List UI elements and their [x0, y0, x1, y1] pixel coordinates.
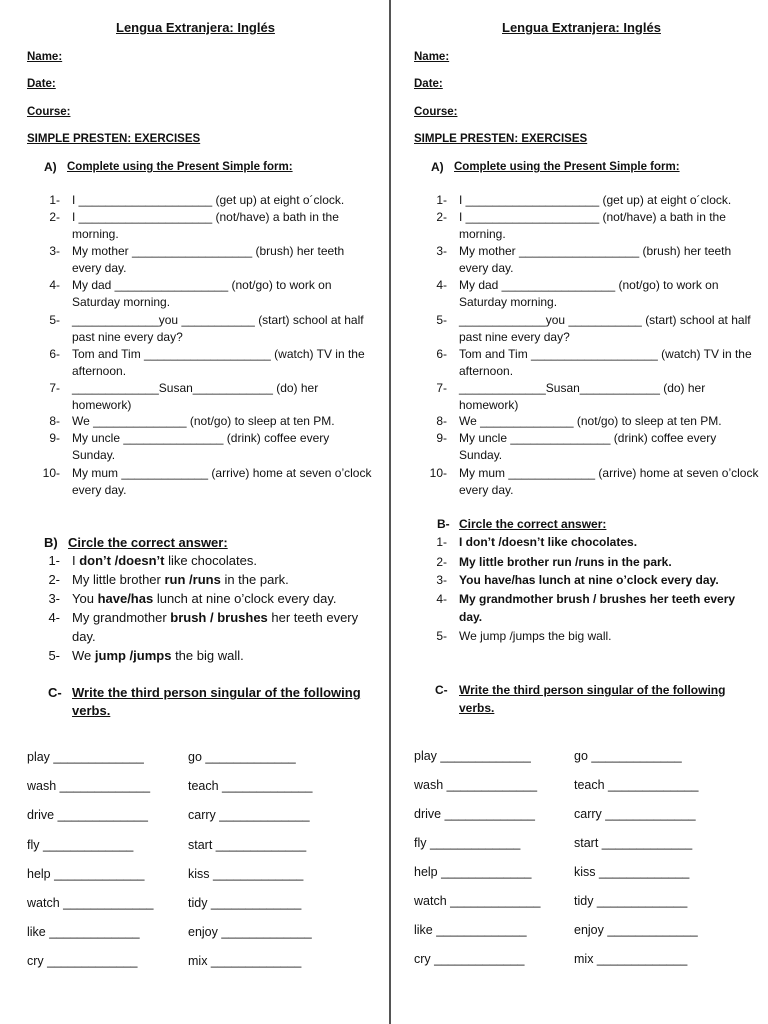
answer-text: I	[72, 553, 80, 568]
subject-heading: SIMPLE PRESTEN: EXERCISES	[414, 133, 588, 145]
answer-number: 5-	[48, 648, 60, 663]
exercise-number: 4-	[436, 278, 447, 292]
answer-number: 1-	[436, 535, 447, 549]
exercise-line: _____________Susan____________ (do) her	[72, 381, 319, 395]
exercise-line: _____________Susan____________ (do) her	[459, 381, 706, 395]
exercise-line: My uncle _______________ (drink) coffee every	[72, 431, 330, 445]
name-label: Name:	[27, 51, 63, 63]
exercise-number: 8-	[49, 414, 60, 428]
exercise-line-cont: every day.	[72, 483, 127, 497]
section-c-heading-line2: verbs.	[459, 701, 495, 715]
exercise-line: My mother __________________ (brush) her teeth	[72, 244, 345, 258]
exercise-number: 5-	[436, 313, 447, 327]
exercise-number: 10-	[42, 466, 60, 480]
section-b-heading: Circle the correct answer:	[68, 535, 228, 550]
verb-blank: teach _____________	[188, 779, 313, 793]
verb-blank: mix _____________	[188, 954, 302, 968]
exercise-number: 10-	[429, 466, 447, 480]
section-c-heading-line2: verbs.	[72, 703, 111, 718]
verb-blank: tidy _____________	[574, 894, 688, 908]
exercise-line: Tom and Tim ___________________ (watch) TV in the	[72, 347, 365, 361]
answer-number: 3-	[48, 591, 60, 606]
verb-blank: cry _____________	[414, 952, 525, 966]
section-a-letter: A)	[431, 160, 444, 174]
exercise-line: I ____________________ (not/have) a bath in the	[459, 210, 726, 224]
verb-blank: carry _____________	[574, 807, 696, 821]
exercise-line: I ____________________ (get up) at eight o´clock.	[72, 193, 345, 207]
worksheet-title: Lengua Extranjera: Inglés	[502, 20, 661, 35]
verb-blank: help _____________	[414, 865, 532, 879]
name-label: Name:	[414, 51, 450, 63]
answer-line	[72, 590, 337, 607]
exercise-number: 4-	[49, 278, 60, 292]
verb-blank: go _____________	[188, 750, 296, 764]
answer-line-cont: day.	[459, 610, 483, 624]
answer-line: My grandmother brush / brushes her teeth every	[459, 592, 736, 606]
exercise-line: Tom and Tim ___________________ (watch) TV in the	[459, 347, 752, 361]
date-label: Date:	[414, 78, 443, 90]
exercise-line-cont: Sunday.	[72, 448, 116, 462]
answer-line: My little brother run /runs in the park.	[459, 555, 672, 569]
exercise-line-cont: every day.	[459, 261, 514, 275]
exercise-line-cont: every day.	[459, 483, 514, 497]
exercise-number: 7-	[436, 381, 447, 395]
verb-blank: start _____________	[188, 838, 307, 852]
exercise-line: My mum _____________ (arrive) home at seven o’clock	[459, 466, 759, 480]
answer-line	[72, 552, 257, 569]
exercise-line-cont: Saturday morning.	[459, 295, 558, 309]
exercise-line-cont: Sunday.	[459, 448, 503, 462]
section-a-heading: Complete using the Present Simple form:	[454, 161, 680, 173]
section-c-letter: C-	[435, 683, 448, 697]
answer-text: You	[72, 591, 98, 606]
exercise-line-cont: afternoon.	[72, 364, 127, 378]
section-a-heading: Complete using the Present Simple form:	[67, 161, 293, 173]
answer-line	[72, 571, 289, 588]
answer-line: We jump /jumps the big wall.	[459, 629, 612, 643]
exercise-line: We ______________ (not/go) to sleep at ten PM.	[72, 414, 335, 428]
verb-blank: watch _____________	[27, 896, 154, 910]
exercise-line-cont: Saturday morning.	[72, 295, 171, 309]
exercise-number: 3-	[436, 244, 447, 258]
answer-line	[72, 647, 244, 664]
exercise-number: 1-	[49, 193, 60, 207]
exercise-line: I ____________________ (get up) at eight o´clock.	[459, 193, 732, 207]
date-label: Date:	[27, 78, 56, 90]
exercise-line: I ____________________ (not/have) a bath in the	[72, 210, 339, 224]
verb-blank: like _____________	[27, 925, 140, 939]
answer-number: 1-	[48, 553, 60, 568]
exercise-number: 2-	[49, 210, 60, 224]
answer-line-cont: day.	[72, 629, 96, 644]
worksheet-title: Lengua Extranjera: Inglés	[116, 20, 275, 35]
section-c-letter: C-	[48, 685, 62, 700]
course-label: Course:	[414, 106, 458, 118]
section-b-heading: Circle the correct answer:	[459, 517, 607, 531]
answer-text: like chocolates.	[164, 553, 257, 568]
verb-blank: wash _____________	[414, 778, 538, 792]
exercise-number: 9-	[436, 431, 447, 445]
section-a-letter: A)	[44, 160, 57, 174]
answer-options: have/has	[97, 591, 154, 606]
verb-blank: fly _____________	[27, 838, 134, 852]
verb-blank: play _____________	[27, 750, 144, 764]
answer-options: jump /jumps	[94, 648, 172, 663]
answer-text: in the park.	[220, 572, 289, 587]
exercise-number: 3-	[49, 244, 60, 258]
exercise-line-cont: afternoon.	[459, 364, 514, 378]
answer-number: 4-	[436, 592, 447, 606]
section-b-letter: B-	[437, 517, 450, 531]
answer-text: My little brother	[72, 572, 165, 587]
exercise-number: 7-	[49, 381, 60, 395]
answer-line: You have/has lunch at nine o’clock every day.	[459, 573, 719, 587]
exercise-number: 6-	[49, 347, 60, 361]
exercise-line: My mum _____________ (arrive) home at seven o’clock	[72, 466, 372, 480]
answer-number: 3-	[436, 573, 447, 587]
verb-blank: go _____________	[574, 749, 682, 763]
section-c-heading-line1: Write the third person singular of the following	[459, 683, 726, 697]
exercise-line-cont: morning.	[459, 227, 506, 241]
verb-blank: teach _____________	[574, 778, 699, 792]
answer-text: We	[72, 648, 95, 663]
exercise-number: 5-	[49, 313, 60, 327]
answer-text: the big wall.	[171, 648, 244, 663]
exercise-number: 1-	[436, 193, 447, 207]
exercise-line-cont: homework)	[72, 398, 132, 412]
exercise-line-cont: past nine every day?	[459, 330, 570, 344]
section-c-heading-line1: Write the third person singular of the following	[72, 685, 361, 700]
exercise-number: 6-	[436, 347, 447, 361]
exercise-line: My mother __________________ (brush) her teeth	[459, 244, 732, 258]
exercise-line-cont: morning.	[72, 227, 119, 241]
answer-line: I don’t /doesn’t like chocolates.	[459, 535, 638, 549]
exercise-number: 8-	[436, 414, 447, 428]
answer-number: 5-	[436, 629, 447, 643]
course-label: Course:	[27, 106, 71, 118]
exercise-line-cont: homework)	[459, 398, 519, 412]
verb-blank: kiss _____________	[188, 867, 304, 881]
verb-blank: play _____________	[414, 749, 531, 763]
verb-blank: drive _____________	[414, 807, 535, 821]
section-b-letter: B)	[44, 535, 58, 550]
verb-blank: start _____________	[574, 836, 693, 850]
answer-line	[72, 609, 358, 626]
answer-text: lunch at nine o’clock every day.	[153, 591, 337, 606]
answer-options: don’t /doesn’t	[79, 553, 165, 568]
exercise-line: My uncle _______________ (drink) coffee every	[459, 431, 717, 445]
answer-text: her teeth every	[267, 610, 359, 625]
answer-options: brush / brushes	[170, 610, 268, 625]
verb-blank: watch _____________	[414, 894, 541, 908]
exercise-number: 2-	[436, 210, 447, 224]
exercise-line: _____________you ___________ (start) school at half	[72, 313, 364, 327]
exercise-line: My dad _________________ (not/go) to work on	[72, 278, 332, 292]
verb-blank: drive _____________	[27, 808, 148, 822]
verb-blank: enjoy _____________	[188, 925, 312, 939]
answer-number: 2-	[436, 555, 447, 569]
exercise-number: 9-	[49, 431, 60, 445]
exercise-line-cont: past nine every day?	[72, 330, 183, 344]
verb-blank: mix _____________	[574, 952, 688, 966]
answer-number: 2-	[48, 572, 60, 587]
verb-blank: like _____________	[414, 923, 527, 937]
subject-heading: SIMPLE PRESTEN: EXERCISES	[27, 133, 201, 145]
exercise-line: _____________you ___________ (start) school at half	[459, 313, 751, 327]
exercise-line: My dad _________________ (not/go) to work on	[459, 278, 719, 292]
verb-blank: cry _____________	[27, 954, 138, 968]
exercise-line-cont: every day.	[72, 261, 127, 275]
verb-blank: kiss _____________	[574, 865, 690, 879]
verb-blank: enjoy _____________	[574, 923, 698, 937]
verb-blank: tidy _____________	[188, 896, 302, 910]
answer-number: 4-	[48, 610, 60, 625]
answer-options: run /runs	[164, 572, 221, 587]
worksheet-right	[387, 0, 757, 1024]
verb-blank: wash _____________	[27, 779, 151, 793]
verb-blank: fly _____________	[414, 836, 521, 850]
verb-blank: help _____________	[27, 867, 145, 881]
worksheet-left	[0, 0, 370, 1024]
verb-blank: carry _____________	[188, 808, 310, 822]
answer-text: My grandmother	[72, 610, 171, 625]
exercise-line: We ______________ (not/go) to sleep at ten PM.	[459, 414, 722, 428]
